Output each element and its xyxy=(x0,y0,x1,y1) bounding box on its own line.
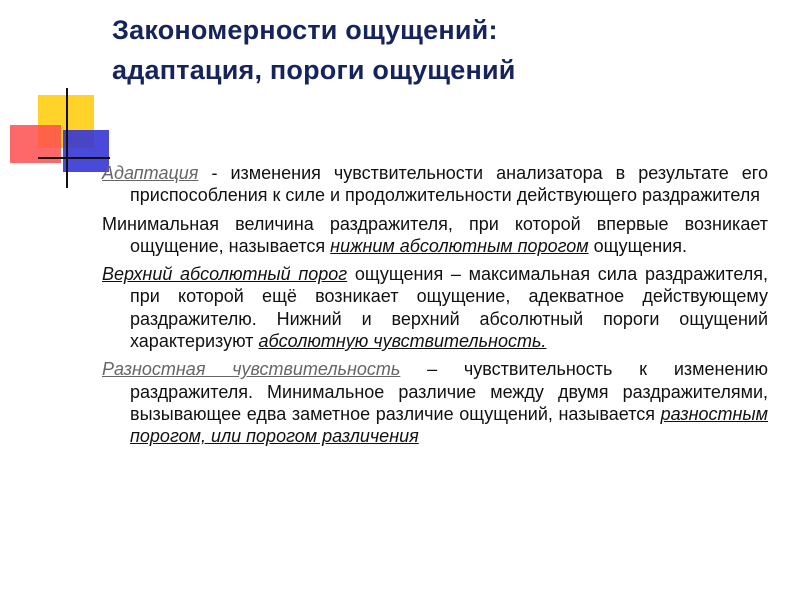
term-differential-sensitivity: Разностная чувствительность xyxy=(102,359,401,380)
differential-definition: – чувствительность к изменению раздражителя. Минимальное различие между двумя раздражителями, вызывающее едва заметное различие ощущений, называется xyxy=(130,359,768,424)
paragraph-upper-threshold xyxy=(102,263,768,352)
term-upper-absolute-threshold: Верхний абсолютный порог xyxy=(102,264,348,285)
upper-threshold-definition: ощущения – максимальная сила раздражителя, при которой ещё возникает ощущение, адекватное действующему раздражителю. Нижний и верхний абсолютный пороги ощущений характеризуют xyxy=(130,264,769,352)
term-lower-absolute-threshold: нижним абсолютным порогом xyxy=(330,235,589,256)
paragraph-differential-sensitivity xyxy=(102,358,768,447)
slide-title-line-2: адаптация, пороги ощущений xyxy=(112,55,516,85)
paragraph-adaptation xyxy=(102,162,768,207)
slide-title-line-1: Закономерности ощущений: xyxy=(112,15,498,45)
lower-threshold-text-after: ощущения. xyxy=(588,235,688,256)
lower-threshold-text-before: Минимальная величина раздражителя, при которой впервые возникает ощущение, называется xyxy=(102,213,768,256)
paragraph-lower-threshold xyxy=(102,213,768,258)
decor-vertical-line xyxy=(66,88,68,188)
slide-title xyxy=(112,10,772,90)
adaptation-definition: - изменения чувствительности анализатора в результате его приспособления к силе и продолжительности действующего раздражителя xyxy=(130,163,768,206)
term-adaptation: Адаптация xyxy=(102,163,199,183)
term-differential-threshold: разностным порогом, или порогом различения xyxy=(130,403,768,447)
decor-horizontal-line xyxy=(38,157,110,159)
slide-body xyxy=(102,162,768,454)
term-absolute-sensitivity: абсолютную чувствительность. xyxy=(258,331,547,352)
